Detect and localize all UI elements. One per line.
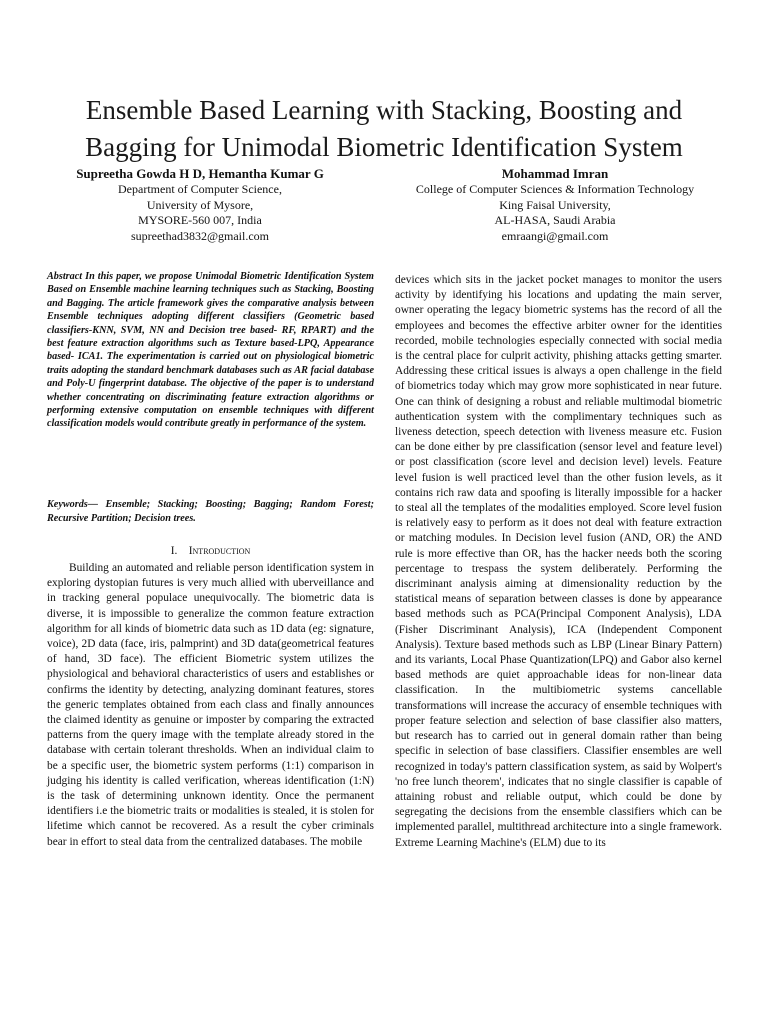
author-university: King Faisal University, [499,197,611,212]
author-names: Supreetha Gowda H D, Hemantha Kumar G [76,166,324,181]
author-email: emraangi@gmail.com [501,228,609,243]
author-block-1 [40,166,360,244]
author-names: Mohammad Imran [501,166,609,181]
author-department: Department of Computer Science, [118,182,282,196]
author-department: College of Computer Sciences & Information Technology [415,182,695,196]
author-block-2 [370,166,740,244]
right-column-paragraph: devices which sits in the jacket pocket manages to monitor the users activity by identifying his locations and updating the main server, owner operating the legacy biometric systems has the record of all the employees and becomes the effective arbiter owner for the identities recorded, mobile technologies especially connected with social media is the central place for culprit activity, phishing attacks getting smarter. Addressing these critical issues is always a open challenge in the field of biometrics today which may grow more sophisticated in near future. One can think of designing a robust and reliable multimodal biometric authentication system with the complimentary techniques such as liveness detection, speech detection with liveness measure etc. Fusion can be done either by pre classification (sensor level and feature level) or post classification (score level and decision level) levels. Feature level fusion is well practiced level than the other fusion levels, as it contains rich raw data and spoofing is literally impossible for a hacker to steal all the templates of the modalities employed. Score level fusion is relatively easy to perform as it does not deal with feature extraction or matching modules. In Decision level fusion (AND, OR) the AND rule is more effective than OR, has the hacker needs both the scoring percentage to trespass the system deliberately. Performing the discriminant analysis aiming at dimensionality reduction by the statistical means of separation between classes is done by appearance based methods such as PCA(Principal Component Analysis), LDA (Fisher Discriminant Analysis), ICA (Independent Component Analysis). Texture based methods such as LBP (Linear Binary Pattern) and its variants, Local Phase Quantization(LPQ) and Gabor also kernel based methods are quiet approachable ideas for non-linear data classification. In the multibiometric systems cancellable transformations will increase the accuracy of ensemble techniques with proper feature selection and selection of base classifier also matters, but research has to carried out in general domain rather than being specific in selection of base classifiers. Classifier ensembles are well recognized in today's pattern classification system, as said by Wolpert's 'no free lunch theorem', indicates that no single classifier is capable of attaining robust and reliable output, which could be done by segregating the decisions from the ensemble classifiers which can be implemented parallel, multithread architecture into a single framework. Extreme Learning Machine's (ELM) due to its [395,274,722,849]
author-city: AL-HASA, Saudi Arabia [494,213,616,227]
author-email: supreethad3832@gmail.com [130,228,270,243]
abstract: Abstract In this paper, we propose Unimodal Biometric Identification System Based on Ensemble machine learning techniques such as Stacking, Boosting and Bagging. The article framework gives the comparative analysis between Ensemble techniques adopting different classifiers (Geometric based classifiers-KNN, SVM, NN and Decision tree based- RF, RPART) and the best feature extraction algorithms such as Texture based-LPQ, Appearance based- ICA1. The experimentation is carried out on physiological biometric traits adopting the standard benchmark databases such as AR facial database and Poly-U fingerprint database. The objective of the paper is to understand whether concentrating on discriminating feature extraction algorithms or performing extensive computation on ensemble techniques with different classification models would contribute greatly in performance of the system. [47,271,374,430]
introduction-paragraph: Building an automated and reliable person identification system in exploring dystopian futures is very much allied with uberveillance and in tracking general populace unequivocally. The biometric data is diverse, it is impossible to generalize the common feature extraction algorithm for all kinds of biometric data such as 1D data (eg: signature, voice), 2D data (face, iris, palmprint) and 3D data(geometrical features of hand, 3D face). The efficient Biometric system utilizes the physiological and behavioral characteristics of users and establishes or confirms the identity by detecting, analyzing dominant features, stores the generic templates obtained from each class and finally announces the claimed identity as genuine or imposter by comparing the extracted patterns from the query image with the template already stored in the database with certain tolerant thresholds. When an individual claim to be a specific user, the biometric system performs (1:1) comparison in judging his identity is called verification, whereas identification (1:N) is the task of determining unknown identity. Once the permanent identifiers i.e the biometric traits or modalities is stealed, it is stolen for lifetime which cannot be recovered. As a result the cyber criminals bear in effort to steal data from the centralized databases. The mobile [47,562,374,848]
title-line-1: Ensemble Based Learning with Stacking, Boosting and [85,95,683,125]
paper-title [20,92,748,166]
section-heading [47,544,374,559]
section-title: Introduction [188,545,251,557]
title-line-2: Bagging for Unimodal Biometric Identification System [85,132,683,162]
keywords: Keywords— Ensemble; Stacking; Boosting; Bagging; Random Forest; Recursive Partition; Decision trees. [47,499,374,524]
author-city: MYSORE-560 007, India [138,213,262,227]
author-university: University of Mysore, [146,197,254,212]
section-number: I. [170,545,178,557]
